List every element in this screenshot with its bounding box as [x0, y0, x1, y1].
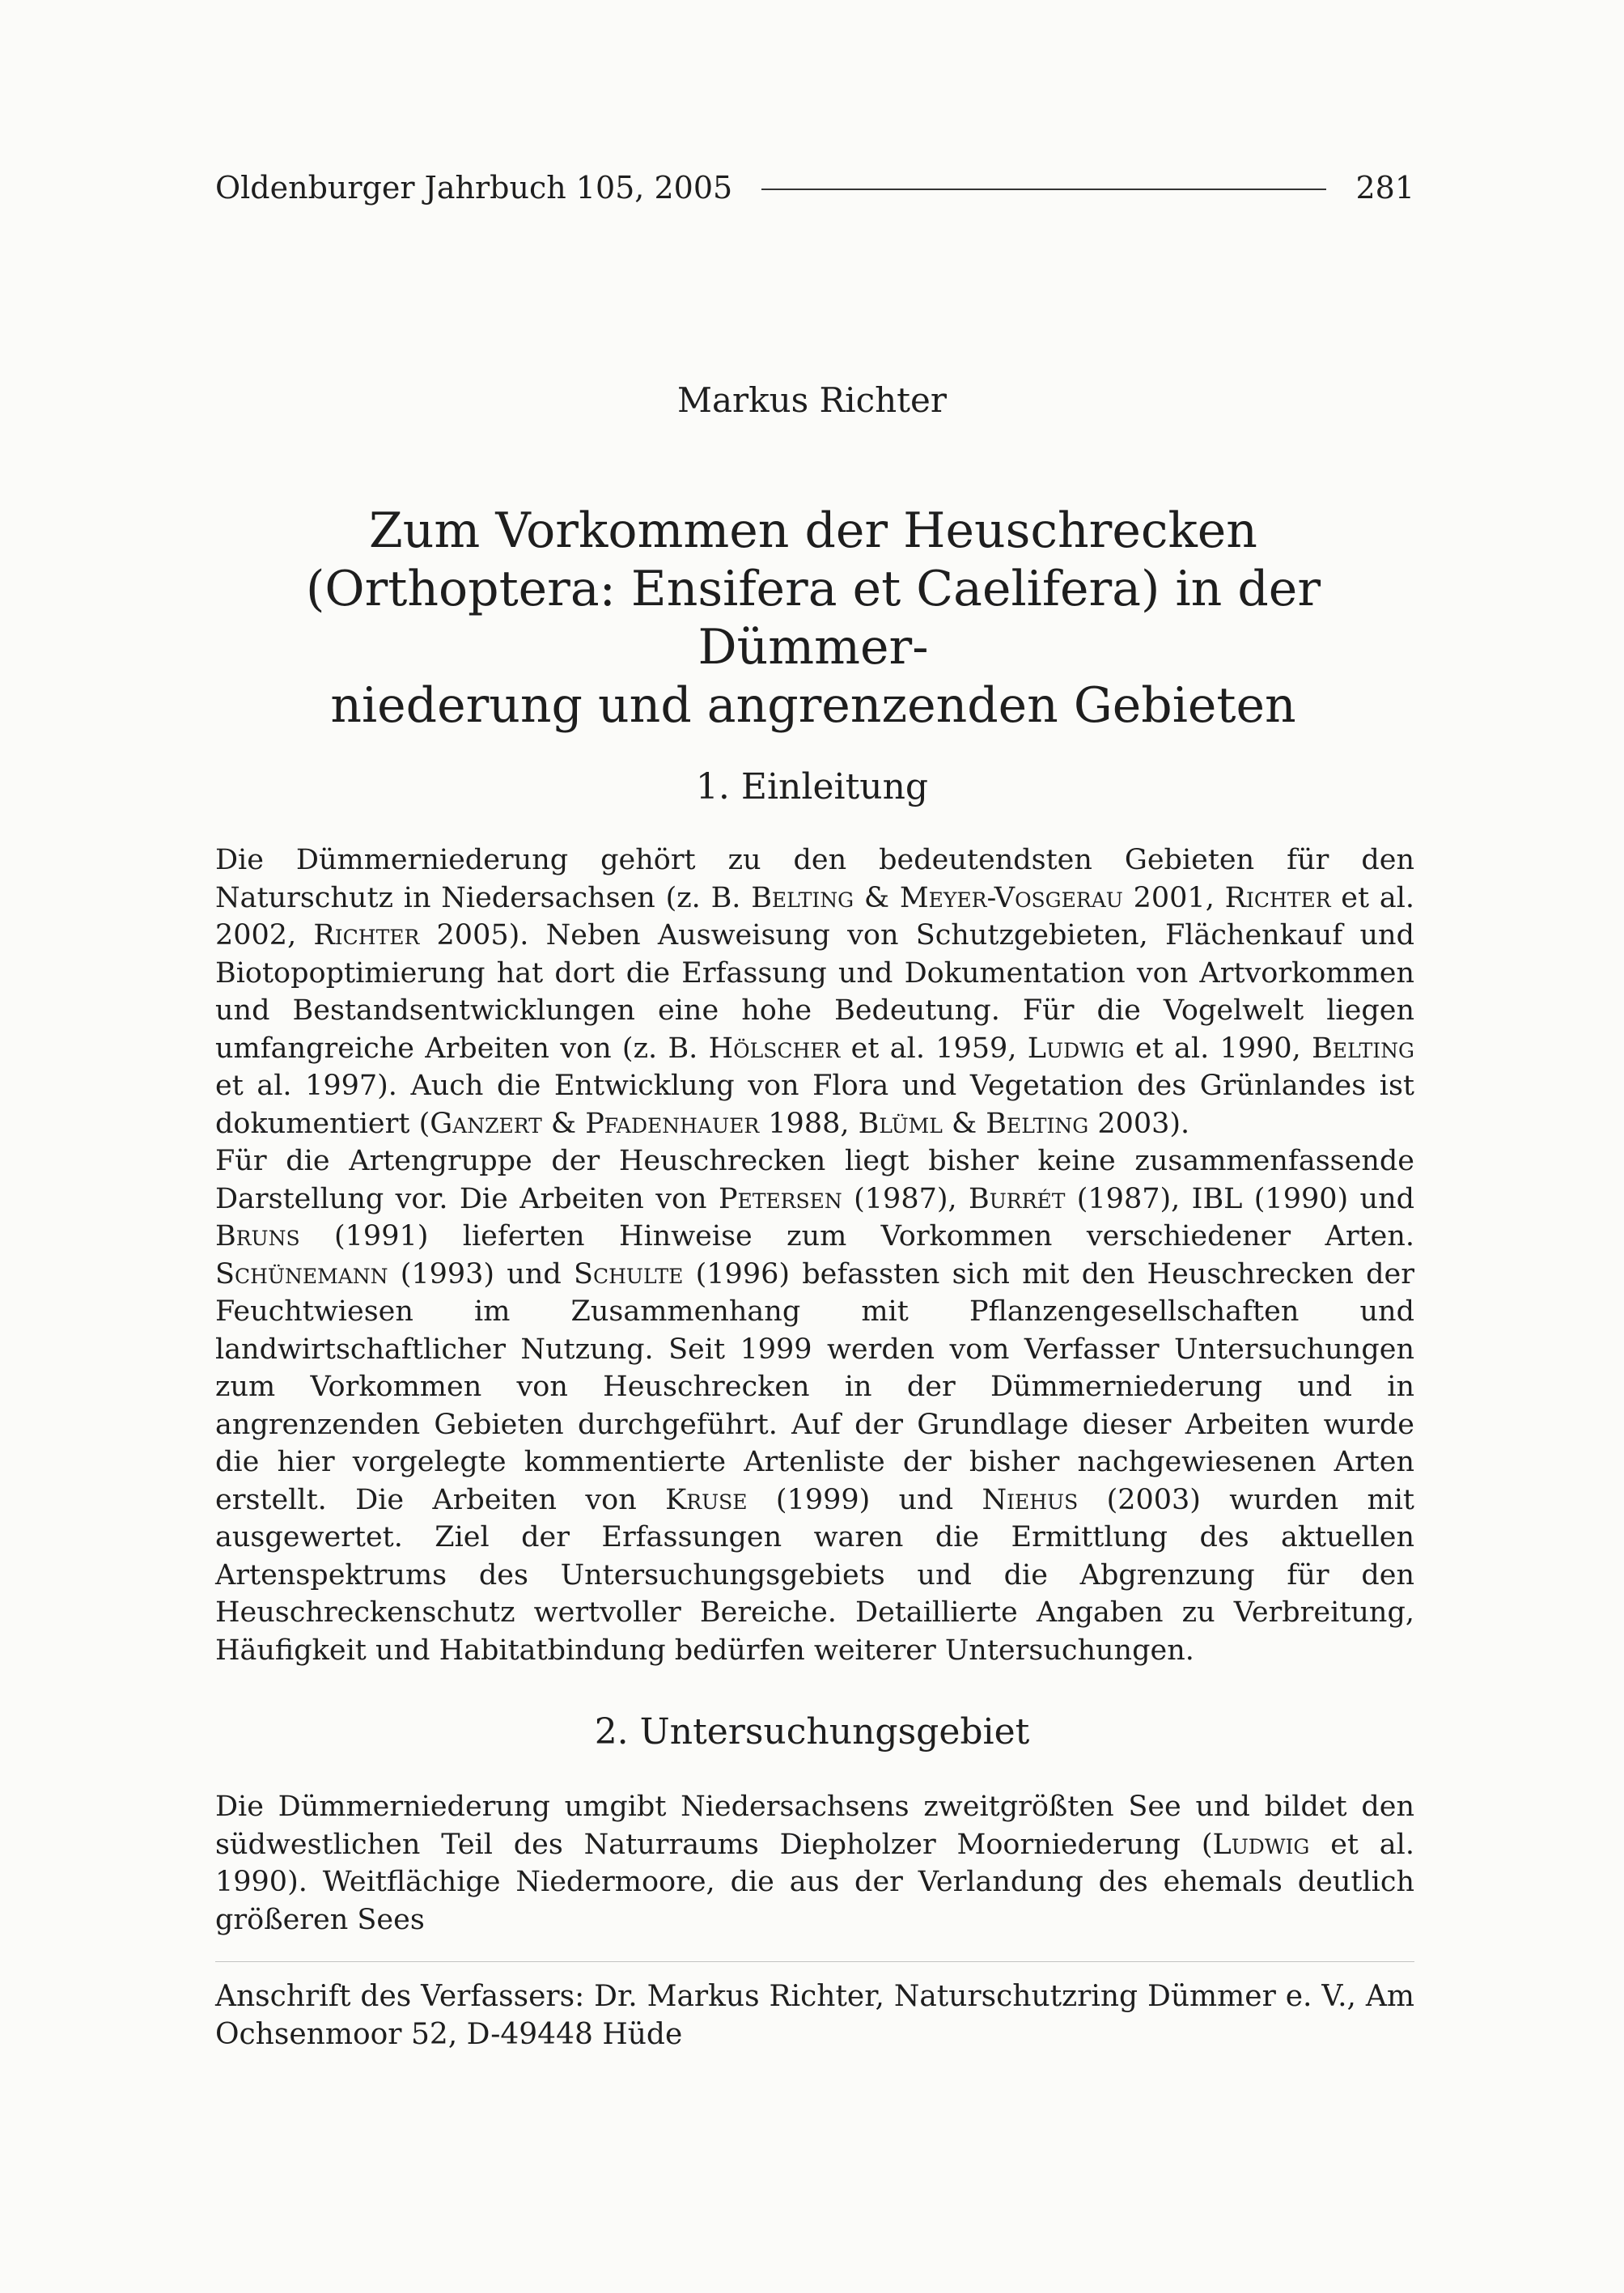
text-run: (1987), IBL (1990) und: [1065, 1182, 1415, 1215]
author-citation: Richter: [1224, 881, 1331, 914]
page-number: 281: [1355, 170, 1414, 206]
author-citation: Richter: [313, 919, 420, 952]
paragraph: [215, 1788, 1414, 1939]
text-run: 2005). Neben Ausweisung von Schutzgebieten, Flächenkauf und Biotopoptimierung hat dort die Erfassung und Dokumentation von Artvorkommen und Bestandsentwicklungen eine hohe Bedeutung. Für die Vogelwelt liegen umfangreiche Arbeiten von (z. B.: [215, 919, 1414, 1065]
author-citation: Niehus: [982, 1483, 1079, 1516]
text-run: et al. 1959,: [840, 1032, 1028, 1065]
section-heading-untersuchungsgebiet: 2. Untersuchungsgebiet: [594, 1711, 1030, 1753]
journal-name: Oldenburger Jahrbuch 105, 2005: [215, 170, 733, 206]
text-run: &: [854, 881, 900, 914]
author-citation: Belting: [1312, 1032, 1414, 1065]
section-body-untersuchungsgebiet: [215, 1788, 1414, 1939]
author-citation: Bruns: [215, 1220, 300, 1252]
author-citation: Schünemann: [215, 1257, 388, 1291]
author-citation: Ludwig: [1027, 1032, 1125, 1065]
article-title: [235, 502, 1392, 735]
text-run: Die Dümmerniederung umgibt Niedersachsens zweitgrößten See und bildet den südwestlichen Teil des Naturraums Diepholzer Moorniederung (: [215, 1791, 1414, 1861]
text-run: &: [541, 1107, 586, 1140]
header-rule: [761, 189, 1326, 190]
text-run: 2003).: [1088, 1107, 1190, 1140]
paragraph: [215, 1142, 1414, 1669]
paragraph: [215, 841, 1414, 1142]
running-head: [215, 170, 1414, 206]
text-run: et al. 1990). Weitflächige Niedermoore, die aus der Verlandung des ehemals deutlich größeren Sees: [215, 1828, 1414, 1936]
text-run: et al. 1997). Auch die Entwicklung von Flora und Vegetation des Grünlandes ist dokumentiert (: [215, 1070, 1414, 1140]
text-run: Die Dümmerniederung gehört zu den bedeutendsten Gebieten für den Naturschutz in Niedersachsen (z. B.: [215, 844, 1414, 914]
text-run: (1987),: [842, 1182, 969, 1215]
author-citation: Ganzert: [430, 1107, 542, 1140]
text-run: (1993) und: [388, 1257, 574, 1291]
author-citation: Meyer-Vosgerau: [899, 881, 1123, 914]
text-run: &: [942, 1107, 986, 1140]
author-citation: Belting: [751, 881, 854, 914]
author-citation: Ludwig: [1212, 1828, 1310, 1861]
author-citation: Petersen: [718, 1182, 842, 1215]
title-line: Zum Vorkommen der Heuschrecken: [369, 502, 1257, 559]
footnote-rule: [215, 1961, 1414, 1962]
author-citation: Belting: [986, 1107, 1089, 1140]
title-line: (Orthoptera: Ensifera et Caelifera) in der Dümmer-: [306, 561, 1321, 676]
section-body-einleitung: [215, 841, 1414, 1669]
text-run: et al. 1990,: [1124, 1032, 1312, 1065]
author-citation: Burrét: [969, 1182, 1066, 1215]
title-line: niederung und angrenzenden Gebieten: [330, 677, 1296, 734]
text-run: (2003) wurden mit ausgewertet. Ziel der Erfassungen waren die Ermittlung des aktuellen Artenspektrums des Untersuchungsgebiets und die Abgrenzung für den Heuschreckenschutz wertvoller Bereiche. Detaillierte Angaben zu Verbreitung, Häufigkeit und Habitatbindung bedürfen weiterer Untersuchungen.: [215, 1483, 1414, 1667]
author-citation: Schulte: [573, 1257, 684, 1291]
author-citation: Hölscher: [708, 1032, 841, 1065]
author-address-footnote: Anschrift des Verfassers: Dr. Markus Richter, Naturschutzring Dümmer e. V., Am Ochsenmoor 52, D-49448 Hüde: [215, 1980, 1414, 2051]
text-run: Für die Artengruppe der Heuschrecken liegt bisher keine zusammenfassende Darstellung vor. Die Arbeiten von: [215, 1145, 1414, 1215]
section-heading-einleitung: 1. Einleitung: [695, 766, 929, 807]
author-name: Markus Richter: [677, 380, 947, 420]
text-run: (1996) befassten sich mit den Heuschrecken der Feuchtwiesen im Zusammenhang mit Pflanzengesellschaften und landwirtschaftlicher Nutzung. Seit 1999 werden vom Verfasser Untersuchungen zum Vorkommen von Heuschrecken in der Dümmerniederung und in angrenzenden Gebieten durchgeführt. Auf der Grundlage dieser Arbeiten wurde die hier vorgelegte kommentierte Artenliste der bisher nachgewiesenen Arten erstellt. Die Arbeiten von: [215, 1257, 1414, 1516]
text-run: (1991) lieferten Hinweise zum Vorkommen verschiedener Arten.: [299, 1220, 1414, 1252]
text-run: et al. 2002,: [215, 881, 1415, 952]
text-run: 2001,: [1122, 881, 1225, 914]
author-citation: Kruse: [665, 1483, 748, 1516]
author-citation: Pfadenhauer: [585, 1107, 760, 1140]
text-run: 1988,: [759, 1107, 859, 1140]
text-run: (1999) und: [747, 1483, 982, 1516]
author-citation: Blüml: [858, 1107, 943, 1140]
